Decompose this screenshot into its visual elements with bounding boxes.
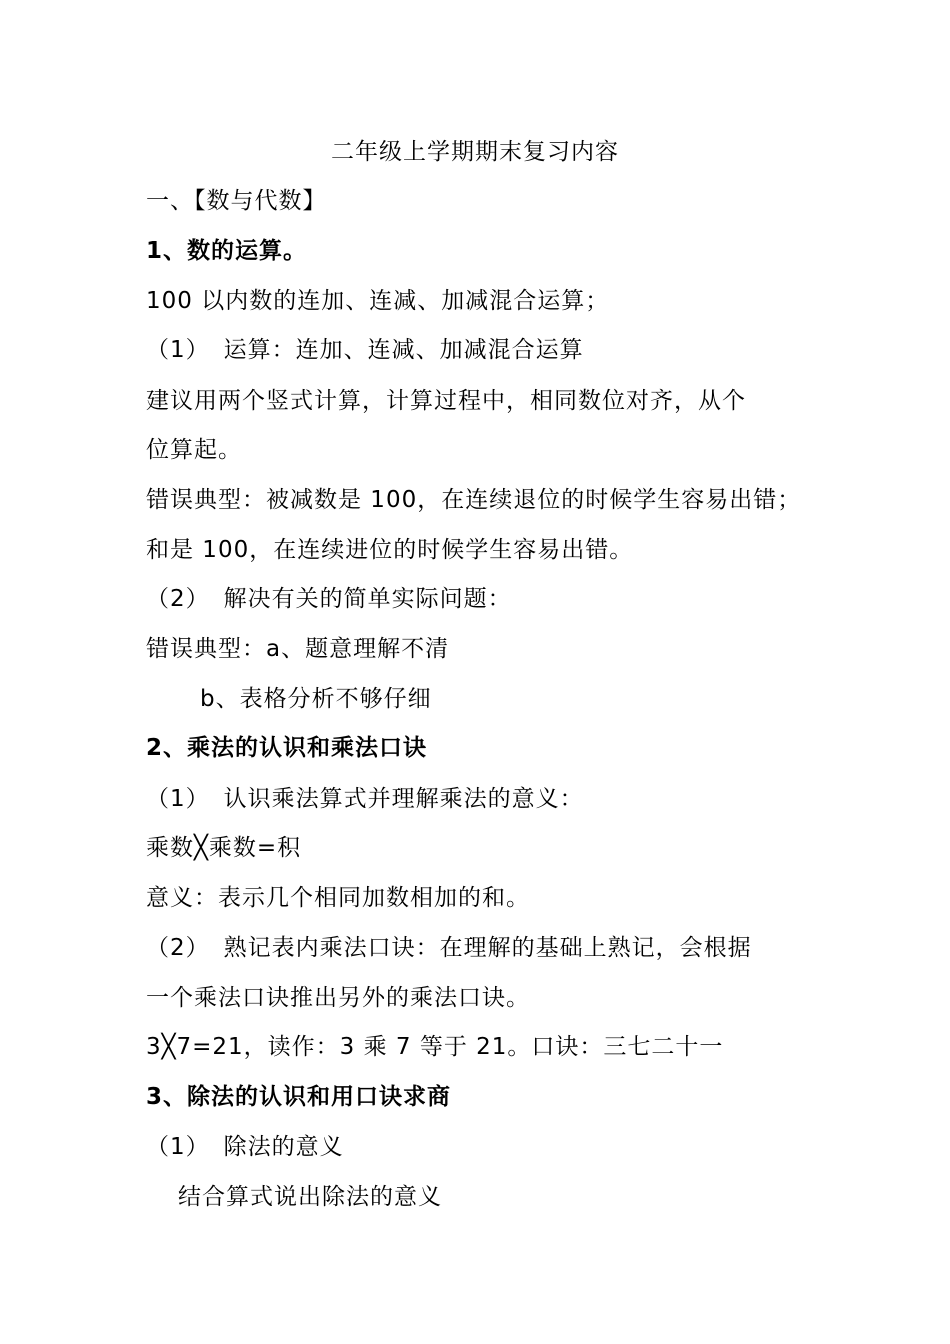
subheading-multiplication: 2、乘法的认识和乘法口诀	[146, 735, 428, 761]
paragraph: 错误典型：a、题意理解不清	[146, 636, 450, 662]
numbered-item	[146, 1132, 344, 1162]
item-text: 除法的意义	[223, 1134, 344, 1160]
paragraph: 结合算式说出除法的意义	[178, 1184, 442, 1210]
item-number: （1）	[146, 337, 210, 363]
subheading-division: 3、除法的认识和用口诀求商	[146, 1084, 452, 1110]
item-text: 熟记表内乘法口诀：在理解的基础上熟记，会根据	[223, 935, 752, 961]
item-number: （2）	[146, 935, 210, 961]
paragraph: 错误典型：被减数是 100，在连续退位的时候学生容易出错；	[146, 487, 802, 513]
paragraph: b、表格分析不够仔细	[200, 686, 432, 712]
subheading-operations: 1、数的运算。	[146, 238, 308, 264]
numbered-item	[146, 335, 584, 365]
paragraph: 位算起。	[146, 437, 242, 463]
formula: 3╳7=21，读作：3 乘 7 等于 21。口诀：三七二十一	[146, 1034, 724, 1060]
item-number: （2）	[146, 586, 210, 612]
paragraph: 和是 100，在连续进位的时候学生容易出错。	[146, 537, 634, 563]
item-number: （1）	[146, 786, 210, 812]
paragraph: 意义：表示几个相同加数相加的和。	[146, 885, 530, 911]
paragraph: 100 以内数的连加、连减、加减混合运算；	[146, 288, 610, 314]
item-number: （1）	[146, 1134, 210, 1160]
numbered-item	[146, 933, 752, 963]
item-text: 运算：连加、连减、加减混合运算	[223, 337, 584, 363]
formula: 乘数╳乘数=积	[146, 835, 302, 861]
item-text: 解决有关的简单实际问题：	[223, 586, 512, 612]
section-heading: 一、【数与代数】	[146, 188, 327, 214]
page-title: 二年级上学期期末复习内容	[331, 139, 619, 165]
paragraph: 一个乘法口诀推出另外的乘法口诀。	[146, 985, 530, 1011]
item-text: 认识乘法算式并理解乘法的意义：	[223, 786, 584, 812]
numbered-item	[146, 584, 512, 614]
numbered-item	[146, 784, 584, 814]
paragraph: 建议用两个竖式计算，计算过程中，相同数位对齐，从个	[146, 388, 746, 414]
